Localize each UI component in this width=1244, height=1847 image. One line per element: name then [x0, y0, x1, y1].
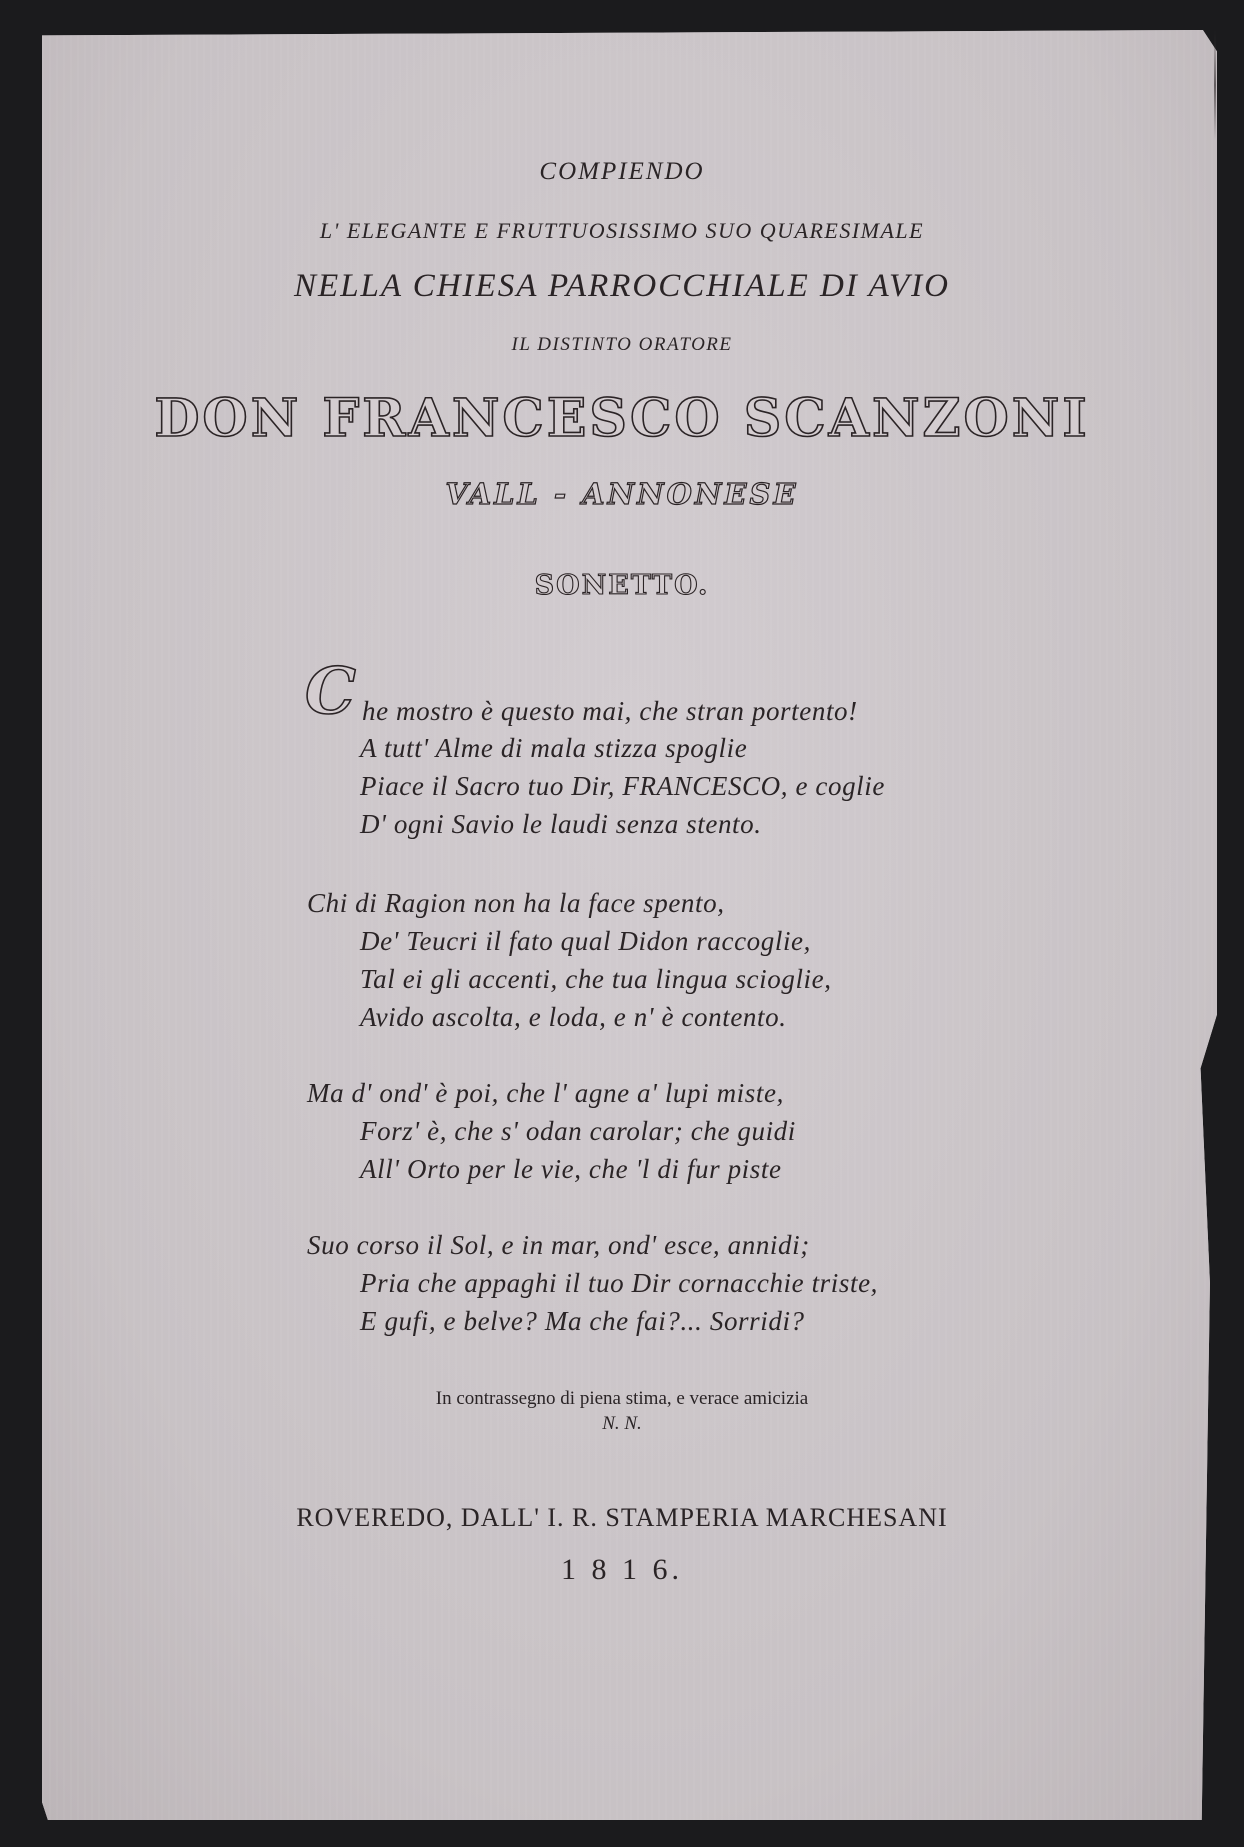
verse-line: Chi di Ragion non ha la face spento,	[307, 888, 725, 918]
verse-line: De' Teucri il fato qual Didon raccoglie,	[360, 926, 811, 956]
verse-line: Piace il Sacro tuo Dir, FRANCESCO, e coglie	[360, 771, 885, 801]
verse-line: Pria che appaghi il tuo Dir cornacchie triste,	[360, 1268, 879, 1298]
verse-line: All' Orto per le vie, che 'l di fur piste	[360, 1154, 782, 1184]
verse-line: Tal ei gli accenti, che tua lingua scioglie,	[360, 964, 832, 994]
verse-line: Forz' è, che s' odan carolar; che guidi	[360, 1116, 796, 1146]
verse-line: E gufi, e belve? Ma che fai?... Sorridi?	[360, 1306, 805, 1336]
dropcap-letter: C	[305, 654, 356, 729]
title-origin: VALL - ANNONESE	[445, 477, 799, 511]
imprint-year: 1 8 1 6.	[561, 1553, 683, 1586]
verse-line: Ma d' ond' è poi, che l' agne a' lupi miste,	[307, 1078, 784, 1108]
title-name: DON FRANCESCO SCANZONI	[154, 388, 1090, 449]
title-genre: SONETTO.	[534, 570, 710, 601]
dedication-text: In contrassegno di piena stima, e verace amicizia	[435, 1388, 809, 1409]
imprint-printer: ROVEREDO, DALL' I. R. STAMPERIA MARCHESANI	[296, 1503, 948, 1532]
verse-line: Avido ascolta, e loda, e n' è contento.	[360, 1002, 787, 1032]
verse-line: Suo corso il Sol, e in mar, ond' esce, annidi;	[307, 1230, 810, 1260]
title-quaresimale: L' ELEGANTE E FRUTTUOSISSIMO SUO QUARESIMALE	[319, 218, 925, 243]
verse-line: A tutt' Alme di mala stizza spoglie	[360, 733, 748, 763]
title-chiesa: NELLA CHIESA PARROCCHIALE DI AVIO	[294, 268, 950, 304]
dedication-signature: N. N.	[602, 1413, 642, 1434]
edge-shadow	[1214, 30, 1216, 140]
title-oratore: IL DISTINTO ORATORE	[511, 334, 733, 355]
title-compiendo: COMPIENDO	[539, 158, 705, 185]
verse-line: he mostro è questo mai, che stran portento!	[362, 696, 858, 726]
verse-line: D' ogni Savio le laudi senza stento.	[360, 809, 762, 839]
